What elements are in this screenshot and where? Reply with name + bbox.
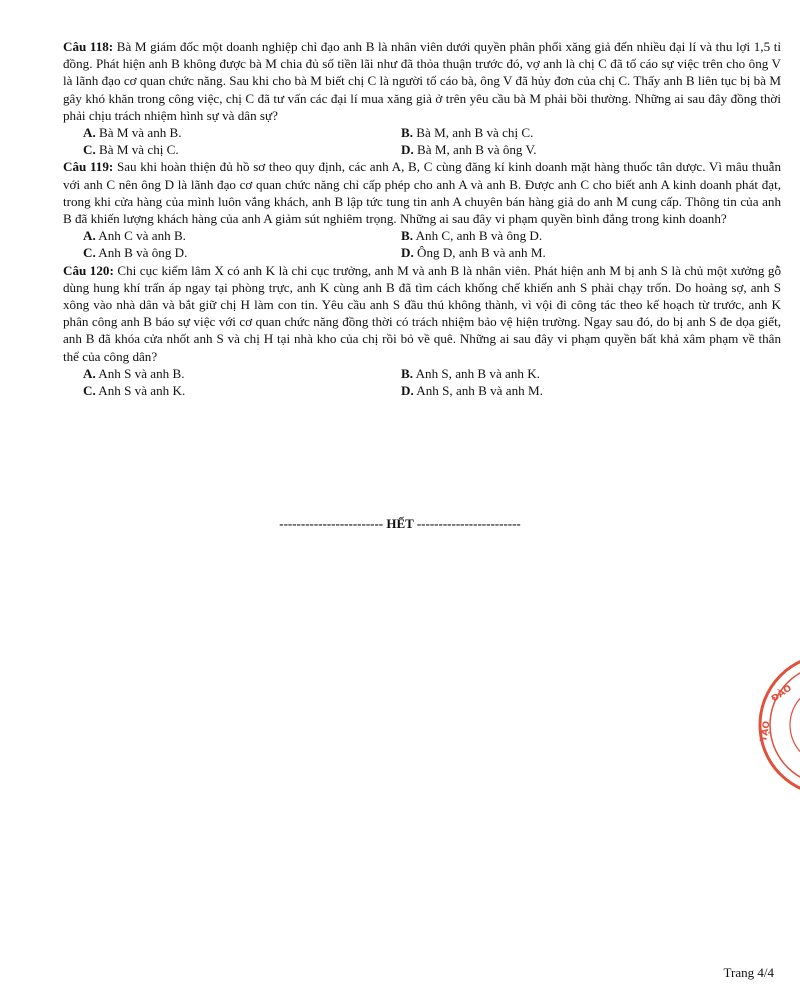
- option-b: B. Bà M, anh B và chị C.: [401, 125, 534, 141]
- option-a: A. Anh S và anh B.: [83, 365, 185, 381]
- end-marker: ------------------------ HẾT ------------------------: [279, 516, 521, 531]
- question-119: [63, 158, 781, 261]
- option-b: B. Anh C, anh B và ông D.: [401, 228, 543, 244]
- question-label: Câu 118:: [63, 39, 114, 54]
- option-a: A. Anh C và anh B.: [83, 228, 186, 244]
- question-text: Bà M giám đốc một doanh nghiệp chỉ đạo anh B là nhân viên dưới quyền phân phối xăng giả đến nhiều đại lí và thu lợi 1,5 tỉ đồng. Phát hiện anh B không được bà M chia đủ số tiền lãi như đã thỏa thuận trước đó, vợ anh là chị C đã tố cáo sự việc trên cho ông V là lãnh đạo cơ quan chức năng. Sau khi cho bà M biết chị C là người tố cáo bà, ông V đã hủy đơn của chị C. Thấy anh B liên tục bị bà M gây khó khăn trong công việc, chị C đã tư vấn các đại lí mua xăng giả ở trên yêu cầu bà M phải bồi thường. Những ai sau đây đồng thời phải chịu trách nhiệm hình sự và dân sự?: [63, 39, 781, 123]
- question-label: Câu 119:: [63, 159, 114, 175]
- option-d: D. Ông D, anh B và anh M.: [401, 245, 546, 261]
- question-label: Câu 120:: [63, 262, 114, 278]
- options: [63, 365, 781, 399]
- question-120: [63, 262, 781, 400]
- exam-page: [63, 38, 781, 399]
- option-d: D. Bà M, anh B và ông V.: [401, 142, 537, 158]
- seal-stamp-icon: [752, 650, 800, 800]
- svg-text:ĐÀO: ĐÀO: [769, 683, 794, 705]
- page-number: Trang 4/4: [723, 965, 774, 980]
- option-c: C. Anh S và anh K.: [83, 383, 186, 399]
- option-b: B. Anh S, anh B và anh K.: [401, 365, 540, 381]
- option-c: C. Bà M và chị C.: [83, 142, 179, 158]
- svg-text:TẠO: TẠO: [759, 720, 773, 743]
- option-a: A. Bà M và anh B.: [83, 125, 182, 141]
- option-d: D. Anh S, anh B và anh M.: [401, 383, 543, 399]
- options: [63, 124, 781, 158]
- options: [63, 227, 781, 261]
- question-118: [63, 38, 781, 158]
- question-text: Sau khi hoàn thiện đủ hồ sơ theo quy định, các anh A, B, C cùng đăng kí kinh doanh mặt hàng thuốc tân dược. Vì mâu thuẫn với anh C nên ông D là lãnh đạo cơ quan chức năng chỉ cấp phép cho anh A và anh B. Được anh C cho biết anh A kinh doanh phát đạt, trong khi cửa hàng của mình luôn vắng khách, anh B lập tức tung tin anh A chuyên bán hàng giả do anh M cung cấp. Thông tin của anh B đã khiến lượng khách hàng của anh A giảm sút nghiêm trọng. Những ai sau đây vi phạm quyền bình đẳng trong kinh doanh?: [63, 159, 781, 227]
- question-text: Chi cục kiểm lâm X có anh K là chi cục trưởng, anh M và anh B là nhân viên. Phát hiện anh M bị anh S là chủ một xưởng gỗ dùng hung khí trấn áp ngay tại phòng trực, anh K cùng anh B đã tìm cách khống chế khiến anh S phải chạy trốn. Do hoảng sợ, anh S xông vào nhà dân và bắt giữ chị H làm con tin. Yêu cầu anh S đầu thú không thành, vì vội đi công tác theo kế hoạch từ trước, anh K phân công anh B báo sự việc với cơ quan chức năng đồng thời có trách nhiệm bảo vệ hiện trường. Ngay sau đó, do bị anh S đe dọa giết, anh B đã khóa cửa nhốt anh S và chị H tại nhà kho của chị rồi bỏ về quê. Những ai sau đây vi phạm quyền bất khả xâm phạm về thân thể của công dân?: [63, 262, 782, 364]
- option-c: C. Anh B và ông D.: [83, 245, 188, 261]
